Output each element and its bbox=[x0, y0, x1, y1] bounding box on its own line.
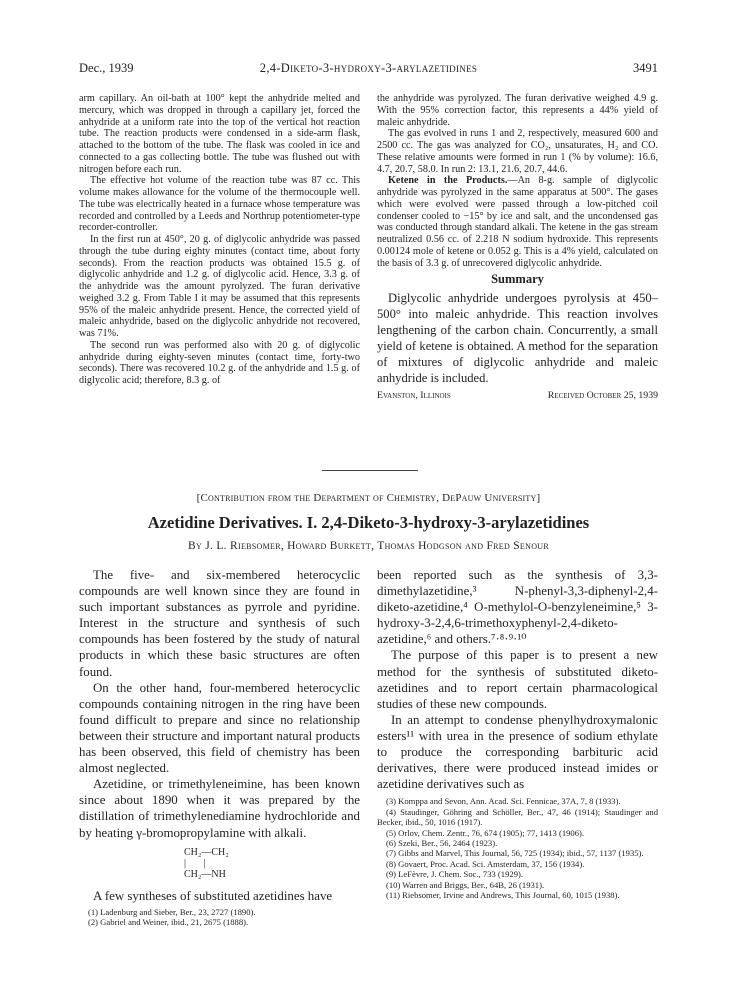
azetidine-structure-formula bbox=[184, 847, 360, 880]
ketene-paragraph bbox=[377, 175, 658, 269]
footnote: (7) Gibbs and Marvel, This Journal, 56, 725 (1934); ibid., 57, 1137 (1935). bbox=[386, 848, 644, 859]
paragraph: the anhydride was pyrolyzed. The furan derivative weighed 4.9 g. With the 95% correction factor, this represents a 44% yield of maleic anhydride. bbox=[377, 93, 658, 128]
header-date: Dec., 1939 bbox=[79, 61, 134, 75]
paragraph: been reported such as the synthesis of 3,3-dimethylazetidine,³ N-phenyl-3,3-diphenyl-2,4-diketo-azetidine,⁴ O-methylol-O-benzyleneimine,⁵ 3-hydroxy-3-2,4,6-trimethoxyphenyl-2,4-diketo-azetidine,⁶ and others.⁷·⁸·⁹·¹⁰ bbox=[377, 568, 658, 647]
article-column-right bbox=[377, 567, 658, 900]
ketene-text: —An 8-g. sample of diglycolic anhydride was pyrolyzed in the same apparatus at 500°. The gases which were evolved were passed through a low-pitched coil condenser cooled to −15° by ice and salt, and the uncondensed gas was conducted through standard alkali. The ketene in the gas stream neutralized 0.56 cc. of 2.218 N sodium hydroxide. This represents 0.00124 mole of ketene or 0.052 g. This is a 4% yield, calculated on the basis of 3.3 g. of unrecovered diglycolic anhydride. bbox=[377, 175, 658, 269]
header-title: 2,4-Diketo-3-hydroxy-3-arylazetidines bbox=[259, 61, 478, 75]
footnote: (11) Riebsomer, Irvine and Andrews, This Journal, 60, 1015 (1938). bbox=[386, 889, 620, 900]
received-date: Received October 25, 1939 bbox=[547, 390, 658, 401]
divider bbox=[322, 470, 418, 471]
page-number: 3491 bbox=[633, 61, 658, 75]
paragraph: In the first run at 450°, 20 g. of diglycolic anhydride was passed through the tube during eighty minutes (contact time, about forty seconds). From the reaction products was obtained 15.5 g. of diglycolic anhydride and 1.2 g. of diglycolic acid. Hence, 3.3 g. of the anhydride was the amount pyrolyzed. The furan derivative weighed 3.2 g. From Table I it may be assumed that this represents 95% of the maleic anhydride present. Hence, the corrected yield of maleic anhydride, based on the diglycolic anhydride not recovered, was 71%. bbox=[79, 234, 360, 339]
authors-line: By J. L. Riebsomer, Howard Burkett, Thomas Hodgson and Fred Senour bbox=[187, 540, 549, 552]
footnote: (4) Staudinger, Göhring and Schöller, Ber., 47, 46 (1914); Staudinger and Becker, ibid., 50, 1016 (1917). bbox=[377, 806, 658, 828]
paragraph: The effective hot volume of the reaction tube was 87 cc. This volume makes allowance for the volume of the thermocouple well. The tube was electrically heated in a furnace whose temperature was recorded and controlled by a Leeds and Northrup potentiometer-type recorder-controller. bbox=[79, 175, 360, 234]
article-title: Azetidine Derivatives. I. 2,4-Diketo-3-hydroxy-3-arylazetidines bbox=[147, 513, 590, 532]
footnote: (5) Orlov, Chem. Zentr., 76, 674 (1905); 77, 1413 (1906). bbox=[386, 827, 585, 838]
formula-line: CH₂—CH₂ bbox=[184, 846, 229, 858]
footnote: (9) LeFèvre, J. Chem. Soc., 733 (1929). bbox=[386, 869, 523, 880]
paragraph: The five- and six-membered heterocyclic compounds are well known since they are found in such important substances as pyrrole and pyridine. Interest in the structure and synthesis of such compounds has been fostered by the study of natural products in which these basic structures are often found. bbox=[79, 568, 360, 679]
paragraph: In an attempt to condense phenylhydroxymalonic esters¹¹ with urea in the presence of sodium ethylate to produce the corresponding barbituric acid derivatives, there were produced instead imides or azetidine derivatives such as bbox=[377, 712, 658, 792]
footnotes-right bbox=[377, 796, 658, 900]
paragraph: A few syntheses of substituted azetidines have bbox=[93, 888, 333, 903]
footnote: (10) Warren and Briggs, Ber., 64B, 26 (1931). bbox=[386, 879, 545, 890]
footnote: (2) Gabriel and Weiner, ibid., 21, 2675 (1888). bbox=[88, 917, 249, 928]
footnote: (3) Komppa and Sevon, Ann. Acad. Sci. Fennicae, 37A, 7, 8 (1933). bbox=[386, 796, 621, 807]
article-column-left bbox=[79, 567, 360, 928]
prev-article-column-right bbox=[377, 93, 658, 402]
paragraph: Azetidine, or trimethyleneimine, has been known since about 1890 when it was prepared by the distillation of trimethylenediamine hydrochloride and by heating γ-bromopropylamine with alkali. bbox=[79, 777, 360, 840]
summary-heading: Summary bbox=[491, 272, 544, 287]
ketene-heading: Ketene in the Products. bbox=[388, 175, 508, 187]
prev-article-column-left bbox=[79, 93, 360, 387]
contribution-line: [Contribution from the Department of Chemistry, DePauw University] bbox=[196, 492, 541, 504]
paragraph: On the other hand, four-membered heterocyclic compounds containing nitrogen in the ring have been found difficult to prepare and since no relationship between their structure and important natural products has been observed, this field of chemistry has been almost neglected. bbox=[79, 680, 360, 776]
paragraph: The second run was performed also with 20 g. of diglycolic anhydride during eighty-seven minutes (contact time, forty-two seconds). There was recovered 10.2 g. of the anhydride and 1.5 g. of diglycolic acid; therefore, 8.3 g. of bbox=[79, 339, 360, 386]
formula-line: CH₂—NH bbox=[184, 868, 226, 880]
formula-line: | | bbox=[184, 857, 206, 869]
paragraph: arm capillary. An oil-bath at 100° kept the anhydride melted and mercury, which was dropped in through a capillary jet, forced the anhydride at a uniform rate into the top of the vertical hot reaction tube. The reaction products were condensed in a side-arm flask, attached to the bottom of the tube. The flask was cooled in ice and connected to a gas collecting bottle. The tube was flushed out with nitrogen before each run. bbox=[79, 93, 360, 175]
running-header bbox=[79, 61, 658, 77]
footnotes-left bbox=[79, 907, 360, 928]
footnote: (6) Szeki, Ber., 56, 2464 (1923). bbox=[386, 837, 498, 848]
paragraph: The purpose of this paper is to present a new method for the synthesis of substituted diketo-azetidines and to report certain pharmacological studies of these new compounds. bbox=[377, 648, 658, 711]
paragraph: The gas evolved in runs 1 and 2, respectively, measured 600 and 2500 cc. The gas was analyzed for CO₂, unsaturates, H₂ and CO. These relative amounts were formed in run 1 (% by volume): 16.6, 4.7, 20.7, 58.0. In run 2: 13.1, 21.6, 20.7, 44.6. bbox=[377, 128, 658, 175]
footnote: (8) Govaert, Proc. Acad. Sci. Amsterdam, 37, 156 (1934). bbox=[386, 858, 585, 869]
signature-line bbox=[377, 390, 658, 402]
footnote: (1) Ladenburg and Sieber, Ber., 23, 2727 (1890). bbox=[88, 906, 256, 917]
summary-text: Diglycolic anhydride undergoes pyrolysis at 450–500° into maleic anhydride. This reaction involves lengthening of the carbon chain. Concurrently, a small yield of ketene is obtained. A method for the separation of mixtures of diglycolic anhydride and maleic anhydride is included. bbox=[377, 291, 658, 385]
location: Evanston, Illinois bbox=[377, 390, 451, 401]
